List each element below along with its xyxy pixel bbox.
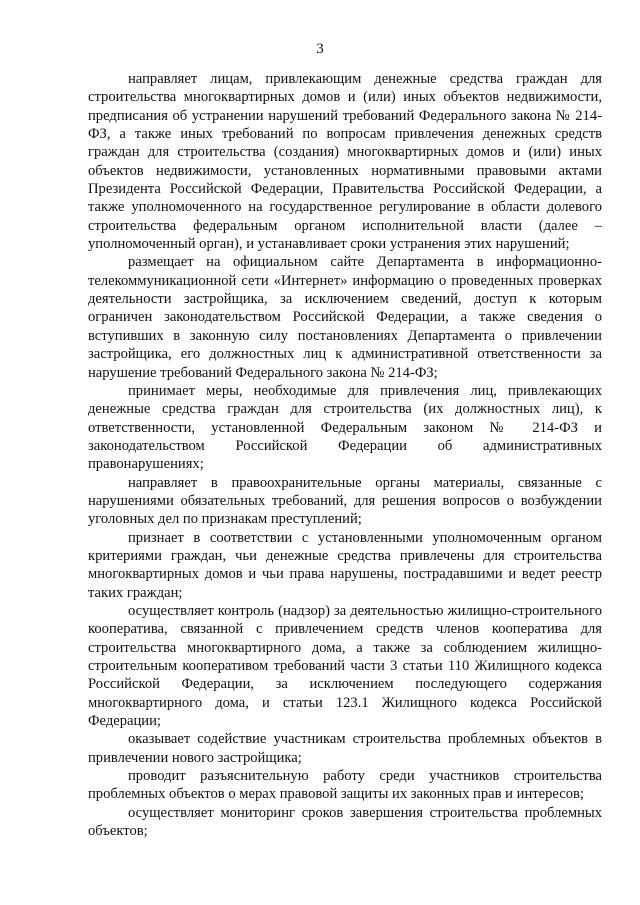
paragraph-publishes-info: размещает на официальном сайте Департамента в информационно-телекоммуникационной сети «Интернет» информацию о проведенных проверках деятельности застройщика, за исключением сведений, доступ к которым ограничен законодательством Российской Федерации, а также сведения о вступивших в законную силу постановлениях Департамента о привлечении застройщика, его должностных лиц к административной ответственности за нарушение требований Федерального закона № 214-ФЗ; <box>88 254 602 381</box>
paragraph-issues-orders: направляет лицам, привлекающим денежные средства граждан для строительства многоквартирных домов и (или) иных объектов недвижимости, предписания об устранении нарушений требований Федерального закона № 214-ФЗ, а также иных требований по вопросам привлечения денежных средств граждан для строительства (создания) многоквартирных домов и (или) иных объектов недвижимости, установленных нормативными правовыми актами Президента Российской Федерации, Правительства Российской Федерации, а также уполномоченного на государственное регулирование в области долевого строительства федеральным органом исполнительной власти (далее – уполномоченный орган), и устанавливает сроки устранения этих нарушений; <box>88 71 602 253</box>
paragraph-assists-participants: оказывает содействие участникам строительства проблемных объектов в привлечении нового застройщика; <box>88 731 602 766</box>
page-number: 3 <box>316 41 324 57</box>
paragraph-monitoring: осуществляет мониторинг сроков завершения строительства проблемных объектов; <box>88 804 602 840</box>
paragraph-recognizes-victims: признает в соответствии с установленными уполномоченным органом критериями граждан, чьи денежные средства привлечены для строительства многоквартирных домов и чьи права нарушены, пострадавшими и ведет реестр таких граждан; <box>88 529 602 601</box>
paragraph-sends-materials: направляет в правоохранительные органы материалы, связанные с нарушениями обязательных требований, для решения вопросов о возбуждении уголовных дел по признакам преступлений; <box>88 474 602 528</box>
paragraph-explanatory-work: проводит разъяснительную работу среди участников строительства проблемных объектов о мерах правовой защиты их законных прав и интересов; <box>88 768 602 803</box>
paragraph-takes-measures: принимает меры, необходимые для привлечения лиц, привлекающих денежные средства граждан для строительства (их должностных лиц), к ответственности, установленной Федеральным законом № 214-ФЗ и законодательством Российской Федерации об административных правонарушениях; <box>88 382 602 473</box>
document-body <box>88 70 602 840</box>
paragraph-cooperative-control: осуществляет контроль (надзор) за деятельностью жилищно-строительного кооператива, связанной с привлечением средств членов кооператива для строительства многоквартирного дома, а также за соблюдением жилищно-строительным кооперативом требований части 3 статьи 110 Жилищного кодекса Российской Федерации, за исключением последующего содержания многоквартирного дома, и статьи 123.1 Жилищного кодекса Российской Федерации; <box>88 602 602 730</box>
